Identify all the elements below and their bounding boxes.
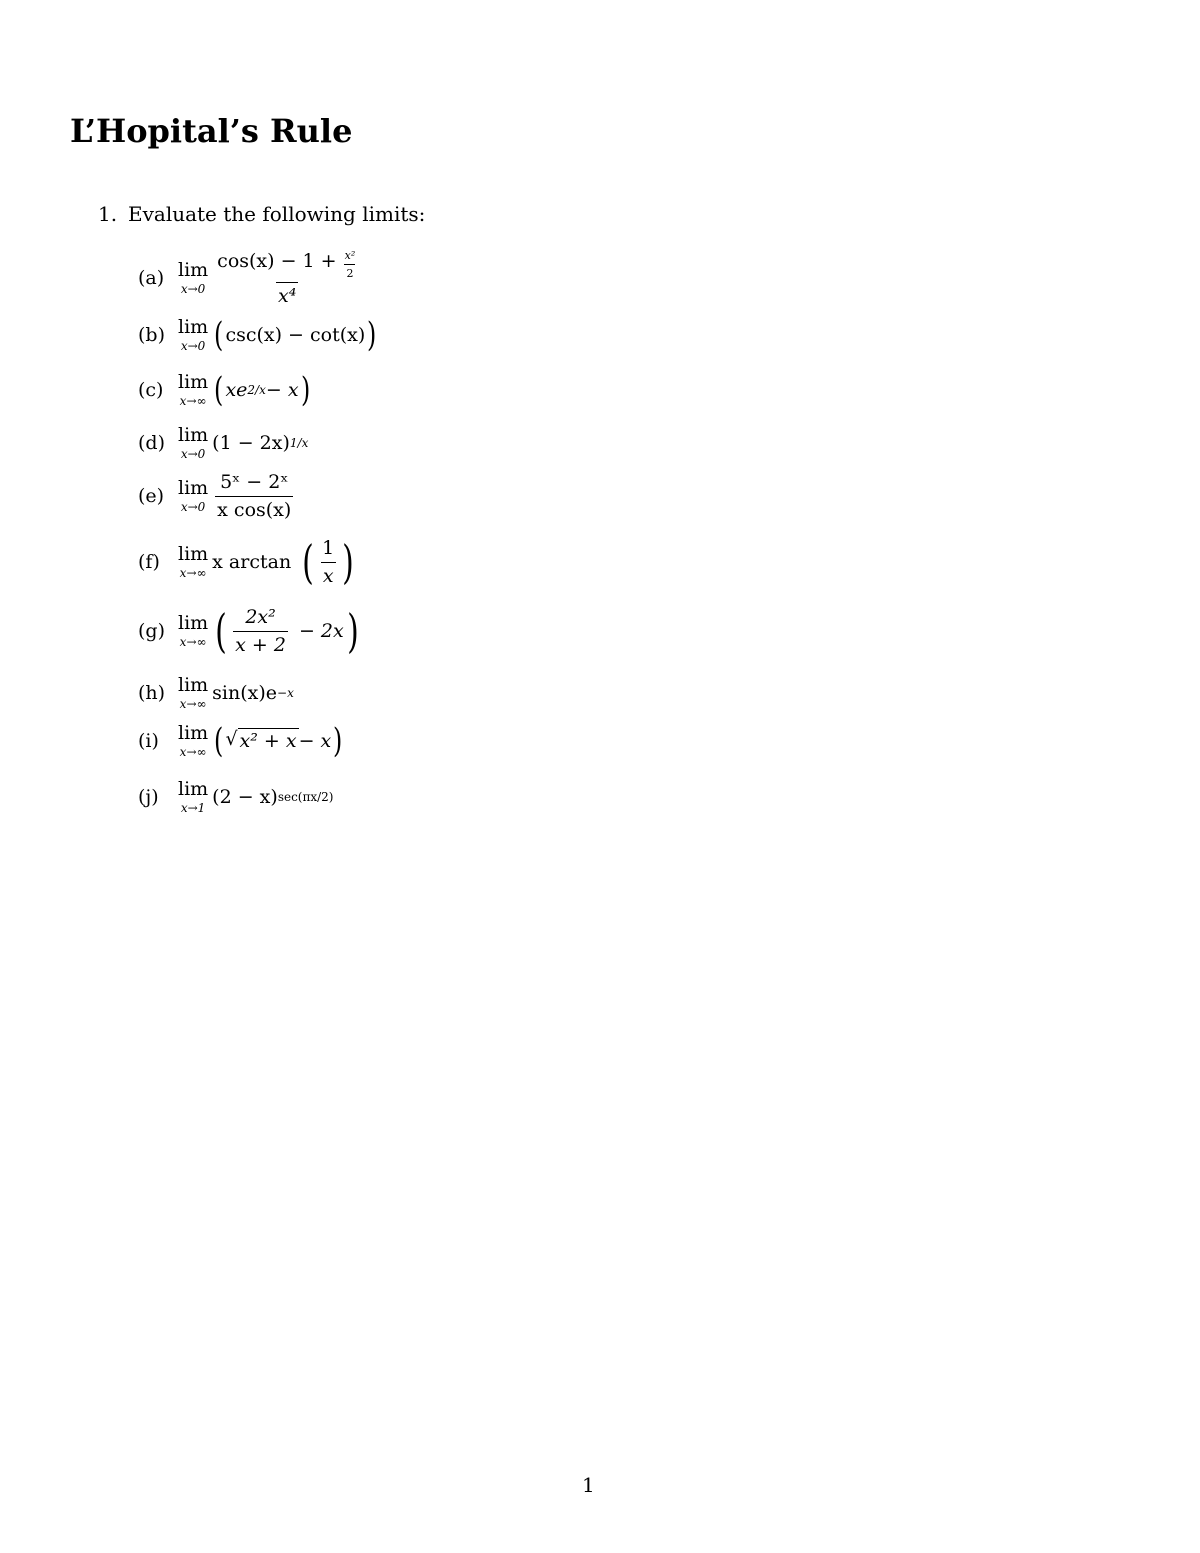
lim-word: lim [178,722,209,744]
small-numerator: x² [344,249,356,262]
fraction-numerator [215,250,359,282]
square-root [225,728,298,754]
lim-subscript: x→1 [180,801,206,815]
numerator-text: cos(x) − 1 + [217,250,337,272]
limit-operator [178,614,208,648]
problem-label: (b) [138,324,165,346]
problem-a [138,250,362,307]
lim-subscript: x→0 [180,500,206,515]
limit-operator [178,545,208,579]
limit-operator [178,373,208,407]
question-number: 1. [98,202,118,226]
problem-label: (c) [138,379,164,401]
problem-d: (d) lim x→0 (1 − 2x) 1/x [138,424,309,461]
question-text: Evaluate the following limits: [128,202,426,226]
left-paren: ( [214,370,224,410]
lim-word: lim [178,371,209,393]
problem-label: (g) [138,620,165,643]
left-paren: ( [214,721,224,761]
problem-label: (i) [138,730,159,752]
right-paren: ) [333,721,343,761]
expression-base: xe [225,379,248,401]
problem-j: (j) lim x→1 (2 − x) sec(πx/2) [138,778,334,815]
lim-word: lim [178,543,209,566]
problem-e [138,472,296,521]
fraction [215,250,359,307]
lim-subscript: x→∞ [179,394,207,408]
expression-base: (2 − x) [212,786,278,808]
lim-subscript: x→∞ [179,566,207,581]
expression-tail: − x [265,379,299,401]
problem-c: (c) lim x→∞ ( xe 2/x − x ) [138,370,310,410]
limit-operator [178,479,208,513]
fraction [215,472,293,521]
problem-label: (j) [138,786,159,808]
left-paren: ( [302,535,314,590]
lim-word: lim [178,316,209,338]
fraction-denominator: x + 2 [233,631,288,656]
problem-label: (f) [138,551,160,574]
problem-label: (d) [138,432,165,454]
limit-operator [178,318,208,352]
fraction [320,538,336,587]
problem-i [138,721,345,761]
right-paren: ) [367,315,377,355]
lim-word: lim [178,674,209,696]
limit-operator [178,426,208,460]
lim-word: lim [178,612,209,635]
expression-text: csc(x) − cot(x) [225,324,366,346]
lim-word: lim [178,424,209,446]
page-number: 1 [582,1473,595,1497]
limit-operator [178,261,208,295]
limit-operator [178,724,208,758]
left-paren: ( [215,604,227,659]
expression-prefix: x arctan [212,551,292,574]
fraction-denominator: x cos(x) [215,496,293,521]
limit-operator [178,780,208,814]
problem-label: (h) [138,682,166,704]
expression-base: sin(x)e [212,682,278,704]
lim-subscript: x→0 [180,447,206,461]
right-paren: ) [346,604,359,659]
expression-tail: − x [298,730,332,752]
left-paren: ( [214,315,224,355]
limit-operator [178,676,208,710]
radicand: x² + x [239,730,297,753]
lim-subscript: x→∞ [179,635,207,650]
right-paren: ) [342,535,355,590]
lim-subscript: x→0 [180,282,206,297]
problem-label: (a) [138,267,165,290]
lim-word: lim [178,477,209,500]
lim-subscript: x→∞ [179,697,207,711]
expression-tail: − 2x [298,620,344,643]
radical-sign: √ [225,728,238,751]
lim-word: lim [178,778,209,800]
problem-label: (e) [138,485,165,508]
lim-word: lim [178,259,209,282]
expression-base: (1 − 2x) [212,432,290,454]
lim-subscript: x→0 [180,339,206,353]
fraction-numerator: 5ˣ − 2ˣ [220,471,289,493]
page-title: L’Hopital’s Rule [70,112,353,150]
fraction-denominator: x⁴ [276,282,298,307]
problem-h: (h) lim x→∞ sin(x)e −x [138,674,294,711]
small-denominator: 2 [344,264,355,279]
fraction-numerator: 2x² [245,606,276,628]
problem-f [138,535,357,590]
problem-g [138,604,362,659]
fraction-denominator: x [321,562,336,587]
problem-list [138,0,838,900]
small-fraction [343,250,358,279]
lim-subscript: x→∞ [179,745,207,759]
fraction-numerator: 1 [322,537,335,559]
fraction [233,607,288,656]
problem-b [138,315,379,355]
right-paren: ) [300,370,310,410]
